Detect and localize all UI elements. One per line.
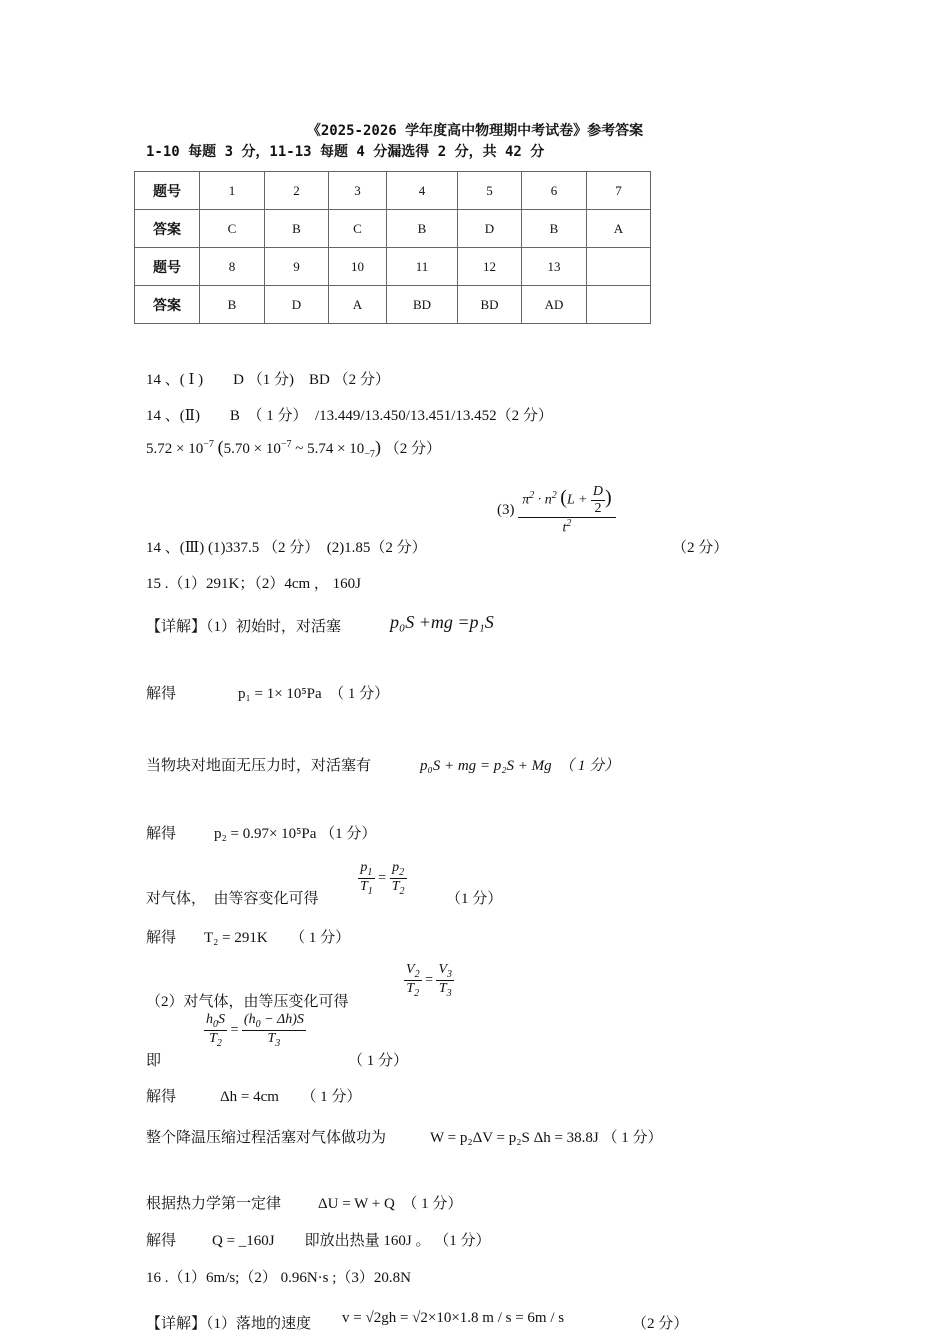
- header-cell: 题号: [135, 172, 200, 210]
- q14-part2: 14 、(Ⅱ) B （ 1 分） /13.449/13.450/13.451/13.452（2 分）: [146, 408, 553, 424]
- q15-law-eq: ΔU = W + Q （ 1 分）: [318, 1196, 463, 1212]
- q15-gas1-formula: $\frac{p_1}{T_1}$ = $\frac{p_2}{T_2}$: [360, 860, 405, 897]
- q15-ji-formula: $\frac{h_0S}{T_2}$ = $\frac{(h_0 - \Delta h)S}{T_3}$: [206, 1012, 304, 1049]
- scoring-rule: 1-10 每题 3 分，11-13 每题 4 分漏选得 2 分，共 42 分: [146, 144, 545, 160]
- q15-solve2: p₂ = 0.97× 10⁵Pa （1 分）: [214, 826, 377, 842]
- q14-part1: 14 、( Ⅰ ) D （1 分) BD （2 分）: [146, 372, 390, 388]
- table-row: [135, 210, 651, 248]
- table-cell: B: [522, 210, 587, 248]
- table-cell: D: [265, 286, 329, 324]
- table-cell: B: [265, 210, 329, 248]
- q15-solve2-label: 解得: [146, 826, 177, 842]
- table-cell: [587, 286, 651, 324]
- q15-gas1-label: 对气体， 由等容变化可得: [146, 891, 319, 907]
- q15-solve3-label: 解得: [146, 930, 177, 946]
- q15-solve5-label: 解得: [146, 1233, 177, 1249]
- answer-table: [134, 171, 651, 324]
- q14-part2-result: $5.72 \times 10^{-7}$ ($5.70 \times 10^{-7}$ ~ $5.74 \times 10_{-7}$) （2 分）: [146, 437, 441, 460]
- table-cell: 1: [200, 172, 265, 210]
- header-cell: 答案: [135, 286, 200, 324]
- q15-ji-label: 即: [146, 1053, 162, 1069]
- q14-part3-score: （2 分）: [672, 540, 729, 556]
- table-cell: A: [329, 286, 387, 324]
- q16-answer: 16 .（1）6m/s;（2） 0.96N·s ;（3）20.8N: [146, 1270, 412, 1286]
- q15-solve3: T₂ = 291K （ 1 分）: [204, 930, 351, 946]
- table-cell: BD: [387, 286, 458, 324]
- table-cell: 7: [587, 172, 651, 210]
- q16-score: （2 分）: [632, 1316, 689, 1332]
- table-cell: 10: [329, 248, 387, 286]
- table-cell: B: [387, 210, 458, 248]
- q15-line3-eq: p₀S + mg = p₂S + Mg （ 1 分）: [420, 758, 620, 774]
- table-cell: [587, 248, 651, 286]
- q15-solve1-label: 解得: [146, 686, 177, 702]
- q15-solve4-label: 解得: [146, 1089, 177, 1105]
- q15-solve4: Δh = 4cm （ 1 分）: [220, 1089, 362, 1105]
- q14-part3: 14 、(Ⅲ) (1)337.5 （2 分） (2)1.85（2 分）: [146, 540, 427, 556]
- q15-detail-label: 【详解】（1）初始时，对活塞: [146, 619, 342, 635]
- table-cell: C: [200, 210, 265, 248]
- header-cell: 题号: [135, 248, 200, 286]
- table-row: [135, 286, 651, 324]
- q15-answer: 15 .（1）291K；（2）4cm ， 160J: [146, 576, 361, 592]
- table-cell: 4: [387, 172, 458, 210]
- q15-solve5: Q = _160J 即放出热量 160J 。 （1 分）: [212, 1233, 491, 1249]
- table-cell: C: [329, 210, 387, 248]
- q15-ji-score: （ 1 分）: [348, 1053, 409, 1069]
- q16-detail-label: 【详解】（1）落地的速度: [146, 1316, 312, 1332]
- table-cell: D: [458, 210, 522, 248]
- table-cell: 11: [387, 248, 458, 286]
- q15-gas1-score: （1 分）: [446, 891, 503, 907]
- q15-line3-label: 当物块对地面无压力时，对活塞有: [146, 758, 372, 774]
- table-cell: BD: [458, 286, 522, 324]
- table-cell: 12: [458, 248, 522, 286]
- q15-gas2-label: （2）对气体，由等压变化可得: [146, 994, 349, 1010]
- table-cell: 5: [458, 172, 522, 210]
- q15-work-label: 整个降温压缩过程活塞对气体做功为: [146, 1130, 387, 1146]
- table-cell: 13: [522, 248, 587, 286]
- header-cell: 答案: [135, 210, 200, 248]
- table-cell: 8: [200, 248, 265, 286]
- table-cell: B: [200, 286, 265, 324]
- table-row: [135, 248, 651, 286]
- q16-eq: v = √2gh = √2×10×1.8 m / s = 6m / s: [342, 1310, 565, 1326]
- q15-law-label: 根据热力学第一定律: [146, 1196, 282, 1212]
- table-cell: 9: [265, 248, 329, 286]
- table-cell: 2: [265, 172, 329, 210]
- table-cell: A: [587, 210, 651, 248]
- table-row: [135, 172, 651, 210]
- q15-gas2-formula: $\frac{V_2}{T_2}$ = $\frac{V_3}{T_3}$: [406, 962, 453, 999]
- q15-work-eq: W = p₂ΔV = p₂S Δh = 38.8J （ 1 分）: [430, 1130, 663, 1146]
- q14-formula: (3) $\pi^2 \cdot n^2$ (L + $\frac{D}{2}$ ) $t^2$: [497, 484, 616, 537]
- table-cell: 6: [522, 172, 587, 210]
- table-cell: 3: [329, 172, 387, 210]
- table-cell: AD: [522, 286, 587, 324]
- q15-solve1: p₁ = 1× 10⁵Pa （ 1 分）: [238, 686, 390, 702]
- page-title: 《2025-2026 学年度高中物理期中考试卷》参考答案: [306, 123, 644, 139]
- q15-eq1: p₀S +mg =p₁S: [390, 612, 494, 632]
